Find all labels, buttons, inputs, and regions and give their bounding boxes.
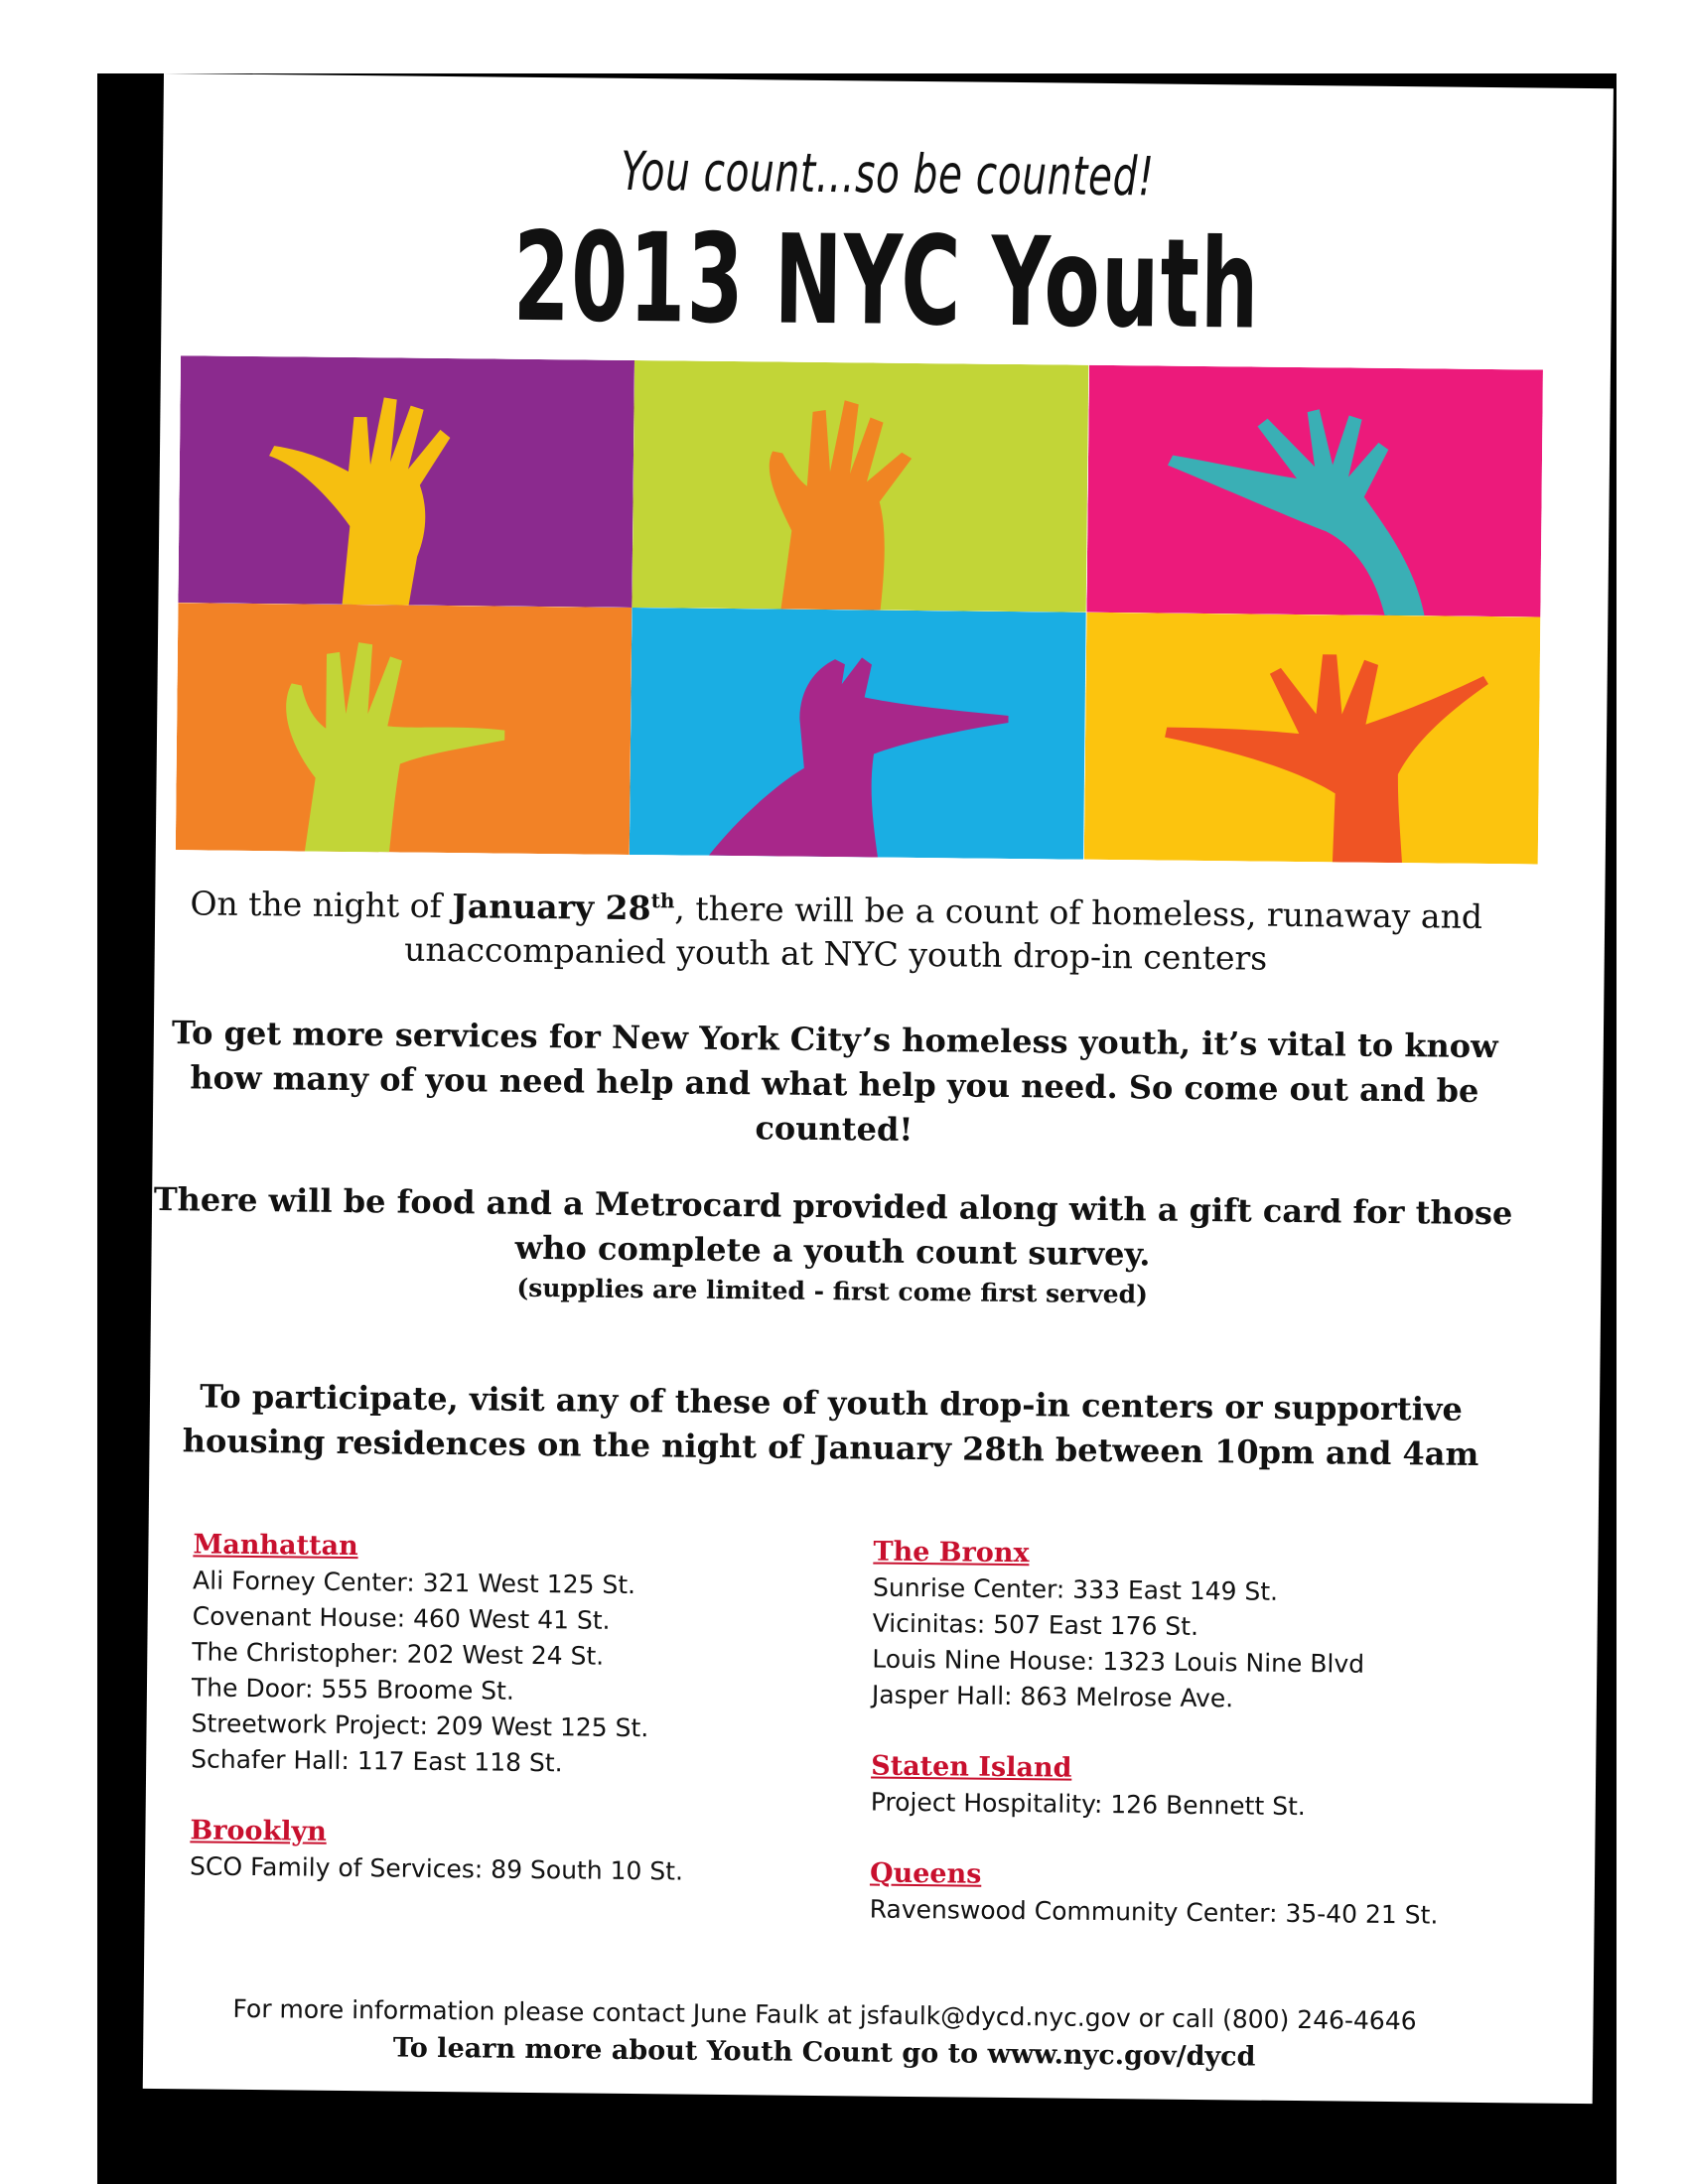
location-item: Jasper Hall: 863 Melrose Ave. bbox=[871, 1680, 1234, 1713]
hand-tile-1 bbox=[178, 355, 634, 608]
participate-paragraph: To participate, visit any of these of youth drop-in centers or supportive housing residences on the night of January 28th between 10pm and 4am bbox=[182, 1377, 1479, 1473]
borough-heading-manhattan: Manhattan bbox=[193, 1529, 358, 1563]
hand-tile-5 bbox=[630, 608, 1086, 860]
raised-hand-icon bbox=[1086, 365, 1543, 617]
borough-heading-queens: Queens bbox=[869, 1857, 982, 1890]
location-item: The Christopher: 202 West 24 St. bbox=[192, 1637, 605, 1671]
location-item: Vicinitas: 507 East 176 St. bbox=[872, 1608, 1199, 1641]
hand-tile-6 bbox=[1083, 613, 1540, 865]
intro-rest: , there will be a count of homeless, runaway and unaccompanied youth at NYC youth drop-in centers bbox=[404, 888, 1483, 978]
location-item: Louis Nine House: 1323 Louis Nine Blvd bbox=[872, 1644, 1365, 1679]
location-item: Ali Forney Center: 321 West 125 St. bbox=[192, 1566, 636, 1600]
raised-hand-icon bbox=[630, 608, 1086, 860]
location-item: The Door: 555 Broome St. bbox=[191, 1673, 515, 1706]
supplies-note: (supplies are limited - first come first served) bbox=[516, 1273, 1149, 1309]
intro-date-suffix: th bbox=[650, 888, 675, 913]
locations-left-column bbox=[190, 1527, 687, 1889]
food-paragraph bbox=[151, 1177, 1514, 1316]
services-paragraph: To get more services for New York City’s homeless youth, it’s vital to know how many of you need help and what help you need. So come out and be counted! bbox=[171, 1014, 1498, 1149]
location-item: Ravenswood Community Center: 35-40 21 St. bbox=[869, 1894, 1439, 1930]
intro-prefix: On the night of bbox=[190, 884, 453, 926]
raised-hand-icon bbox=[633, 360, 1089, 613]
food-text: There will be food and a Metrocard provided along with a gift card for those who complete a youth count survey. bbox=[153, 1179, 1513, 1274]
hand-tile-2 bbox=[633, 360, 1089, 613]
learn-more-link-text: To learn more about Youth Count go to www.nyc.gov/dycd bbox=[392, 2032, 1256, 2073]
borough-heading-brooklyn: Brooklyn bbox=[190, 1815, 327, 1847]
contact-info: For more information please contact June Faulk at jsfaulk@dycd.nyc.gov or call (800) 246-4646 bbox=[232, 1993, 1417, 2036]
raised-hands-artwork bbox=[176, 355, 1543, 864]
raised-hand-icon bbox=[1083, 613, 1540, 865]
intro-date: January 28 bbox=[452, 887, 651, 928]
tagline: You count...so be counted! bbox=[621, 139, 1155, 208]
borough-heading-bronx: The Bronx bbox=[873, 1536, 1030, 1570]
flyer-page bbox=[143, 73, 1614, 2104]
hand-tile-4 bbox=[176, 603, 633, 855]
borough-heading-staten-island: Staten Island bbox=[871, 1750, 1072, 1784]
location-item: Schafer Hall: 117 East 118 St. bbox=[191, 1744, 563, 1778]
location-item: Streetwork Project: 209 West 125 St. bbox=[191, 1708, 649, 1743]
location-item: SCO Family of Services: 89 South 10 St. bbox=[189, 1851, 684, 1886]
hand-tile-3 bbox=[1086, 365, 1543, 617]
flyer-title: 2013 NYC Youth bbox=[512, 205, 1261, 357]
location-item: Sunrise Center: 333 East 149 St. bbox=[872, 1572, 1279, 1606]
raised-hand-icon bbox=[176, 603, 633, 855]
location-item: Project Hospitality: 126 Bennett St. bbox=[870, 1787, 1306, 1822]
locations-right-column bbox=[869, 1535, 1442, 1934]
intro-text bbox=[155, 874, 1518, 983]
raised-hand-icon bbox=[178, 355, 634, 608]
location-item: Covenant House: 460 West 41 St. bbox=[192, 1601, 611, 1635]
